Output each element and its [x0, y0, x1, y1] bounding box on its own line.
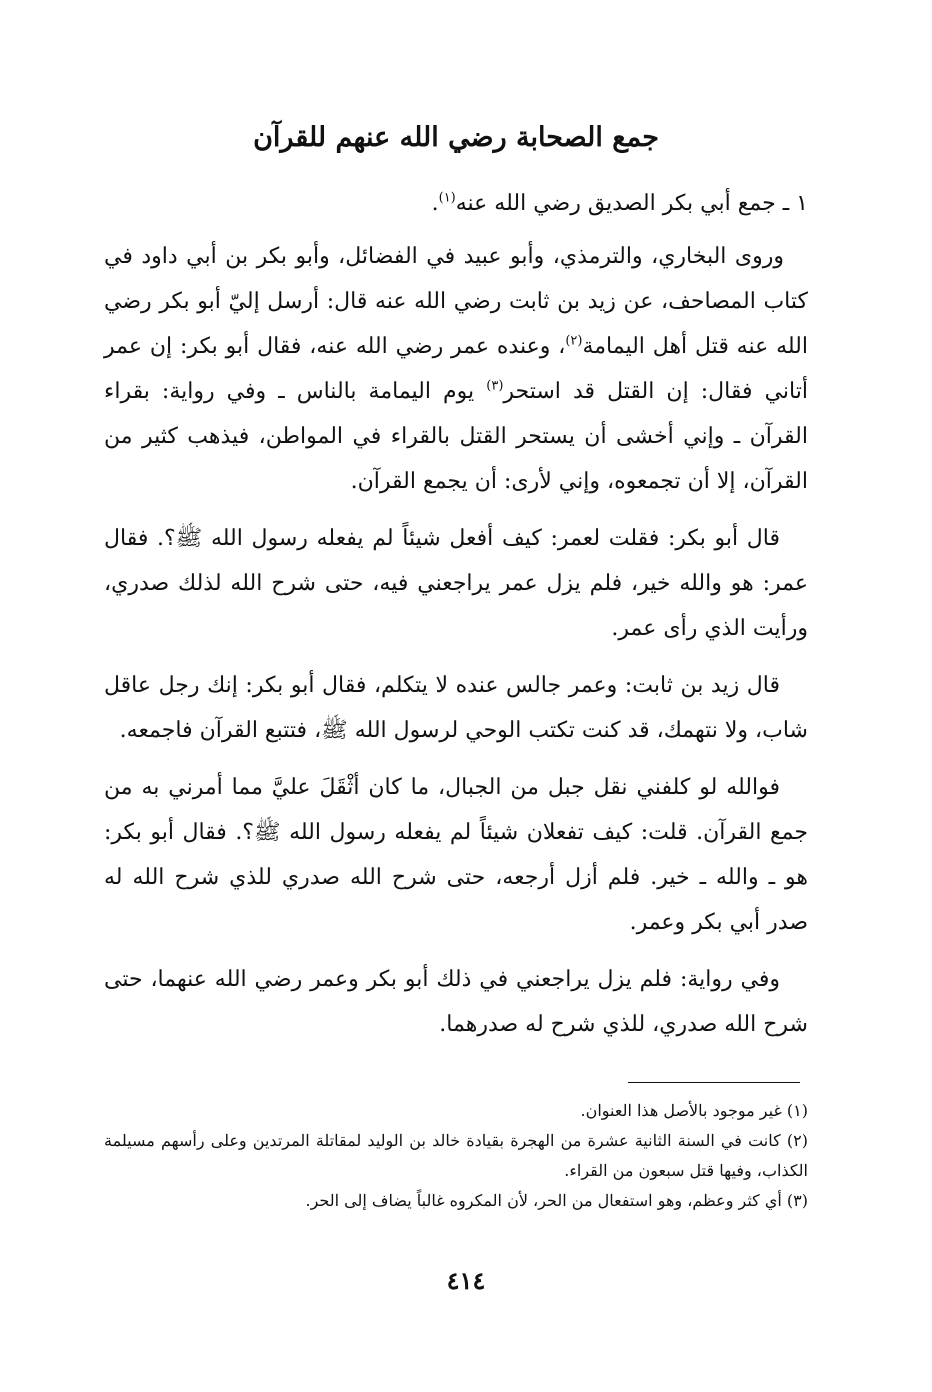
section-heading-text: ١ ـ جمع أبي بكر الصديق رضي الله عنه: [455, 191, 808, 216]
footnote-divider: [628, 1082, 800, 1083]
footnote-2: (٢) كانت في السنة الثانية عشرة من الهجرة بقيادة خالد بن الوليد لمقاتلة المرتدين وعلى رأسهم مسيلمة الكذاب، وفيها قتل سبعون من القراء.: [104, 1131, 808, 1180]
footnote-1: (١) غير موجود بالأصل هذا العنوان.: [580, 1101, 808, 1120]
paragraph-2: [104, 516, 808, 651]
paragraph-1-text-a: وروى البخاري، والترمذي، وأبو عبيد في الفضائل، وأبو بكر بن أبي داود في كتاب المصاحف، عن زيد بن ثابت رضي الله عنه قال: أرسل إليّ أبو بكر رضي الله عنه قتل أهل اليمامة: [104, 244, 808, 359]
footnote-ref-2: (٢): [565, 333, 583, 349]
paragraph-1-text-c: يوم اليمامة بالناس ـ وفي رواية: بقراء القرآن ـ وإني أخشى أن يستحر القتل بالقراء في المواطن، فيذهب كثير من القرآن، إلا أن تجمعوه، وإني لأرى: أن يجمع القرآن.: [104, 379, 808, 494]
chapter-title: جمع الصحابة رضي الله عنهم للقرآن: [253, 122, 659, 153]
paragraph-1: [104, 234, 808, 504]
page-number: ٤١٤: [446, 1266, 486, 1295]
paragraph-3-text: قال زيد بن ثابت: وعمر جالس عنده لا يتكلم، فقال أبو بكر: إنك رجل عاقل شاب، ولا نتهمك، قد كنت تكتب الوحي لرسول الله ﷺ، فتتبع القرآن فاجمعه.: [104, 673, 808, 743]
footnote-ref-1: (١): [438, 190, 456, 206]
section-heading-suffix: .: [431, 191, 439, 216]
paragraph-5-text: وفي رواية: فلم يزل يراجعني في ذلك أبو بكر وعمر رضي الله عنهما، حتى شرح الله صدري، للذي شرح له صدرهما.: [104, 967, 808, 1037]
paragraph-4: [104, 765, 808, 945]
paragraph-2-text: قال أبو بكر: فقلت لعمر: كيف أفعل شيئاً لم يفعله رسول الله ﷺ؟. فقال عمر: هو والله خير، فلم يزل عمر يراجعني فيه، حتى شرح الله لذلك صدري، ورأيت الذي رأى عمر.: [104, 526, 808, 641]
footnote-3: (٣) أي كثر وعظم، وهو استفعال من الحر، لأن المكروه غالباً يضاف إلى الحر.: [305, 1191, 808, 1210]
paragraph-4-text: فوالله لو كلفني نقل جبل من الجبال، ما كان أثْقَلَ عليَّ مما أمرني به من جمع القرآن. قلت: كيف تفعلان شيئاً لم يفعله رسول الله ﷺ؟. فقال أبو بكر: هو ـ والله ـ خير. فلم أزل أرجعه، حتى شرح الله صدري للذي شرح الله له صدر أبي بكر وعمر.: [104, 775, 808, 935]
paragraph-1-text-b: ، وعنده عمر رضي الله عنه، فقال أبو بكر: إن عمر أتاني فقال: إن القتل قد استحر: [104, 334, 808, 404]
paragraph-5: [104, 957, 808, 1047]
footnote-ref-3: (٣): [486, 378, 504, 394]
body-text: [104, 234, 808, 1059]
footnotes: [104, 1096, 808, 1216]
section-heading: [104, 184, 808, 224]
paragraph-3: [104, 663, 808, 753]
